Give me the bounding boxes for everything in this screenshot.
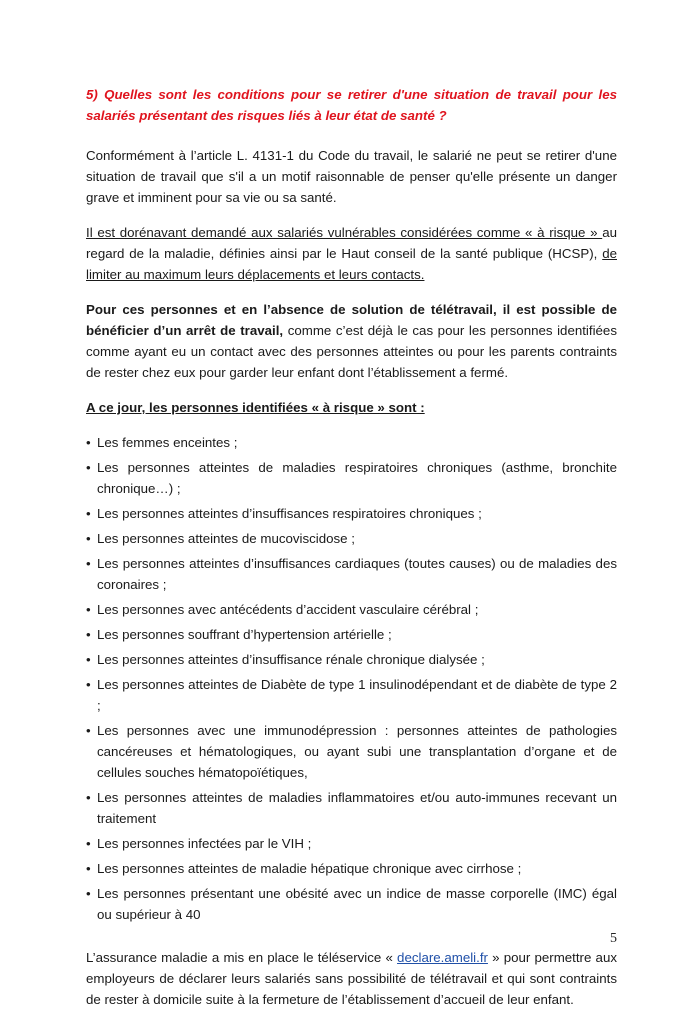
list-item-text: Les personnes avec une immunodépression : personnes atteintes de pathologies cancéreuses et hématologiques, ou ayant subi une transplantation d’organe et de cellules souches hématopoïétiques,	[97, 723, 617, 780]
list-item	[86, 858, 617, 879]
bullet-icon: •	[86, 836, 91, 851]
underlined-text: de limiter au maximum leurs déplacements et leurs contacts.	[86, 246, 617, 282]
bold-text: Pour ces personnes et en l’absence de solution de télétravail, il est possible de bénéficier d’un arrêt de travail,	[86, 302, 617, 338]
list-item-text: Les personnes atteintes d’insuffisances cardiaques (toutes causes) ou de maladies des coronaires ;	[97, 556, 617, 592]
paragraph-teleservice	[86, 947, 617, 1010]
list-item	[86, 787, 617, 829]
paragraph-article: Conformément à l’article L. 4131-1 du Code du travail, le salarié ne peut se retirer d'une situation de travail que s'il a un motif raisonnable de penser qu'elle présente un danger grave et imminent pour sa vie ou sa santé.	[86, 148, 617, 205]
list-item-text: Les femmes enceintes ;	[97, 435, 238, 450]
list-item-text: Les personnes atteintes de maladies respiratoires chroniques (asthme, bronchite chronique…) ;	[97, 460, 617, 496]
bullet-icon: •	[86, 531, 91, 546]
bullet-icon: •	[86, 506, 91, 521]
list-item-text: Les personnes atteintes de mucoviscidose ;	[97, 531, 355, 546]
list-heading: A ce jour, les personnes identifiées « à risque » sont :	[86, 400, 425, 415]
list-item-text: Les personnes atteintes de maladie hépatique chronique avec cirrhose ;	[97, 861, 522, 876]
list-item-text: Les personnes atteintes d’insuffisances respiratoires chroniques ;	[97, 506, 482, 521]
list-item-text: Les personnes atteintes d’insuffisance rénale chronique dialysée ;	[97, 652, 485, 667]
bullet-icon: •	[86, 652, 91, 667]
page-number: 5	[610, 931, 617, 946]
list-item	[86, 528, 617, 549]
list-item	[86, 833, 617, 854]
plain-text: au regard de la maladie, définies ainsi par le Haut conseil de la santé publique (HCSP),	[86, 225, 617, 261]
list-item	[86, 553, 617, 595]
bullet-icon: •	[86, 723, 91, 738]
plain-text: » pour permettre aux employeurs de déclarer leurs salariés sans possibilité de télétravail et qui sont contraints de rester à domicile suite à la fermeture de l’établissement d’accueil de leur enfant.	[86, 950, 617, 1007]
list-item	[86, 432, 617, 453]
question-heading: 5) Quelles sont les conditions pour se retirer d'une situation de travail pour les salariés présentant des risques liés à leur état de santé ?	[86, 87, 617, 123]
declare-ameli-link[interactable]: declare.ameli.fr	[397, 950, 488, 965]
plain-text: comme c’est déjà le cas pour les personnes identifiées comme ayant eu un contact avec des personnes atteintes ou pour les parents contraints de rester chez eux pour garder leur enfant dont l’établissement a fermé.	[86, 323, 617, 380]
paragraph-vulnerable	[86, 222, 617, 285]
list-item-text: Les personnes présentant une obésité avec un indice de masse corporelle (IMC) égal ou supérieur à 40	[97, 886, 617, 922]
bullet-icon: •	[86, 861, 91, 876]
list-item-text: Les personnes atteintes de maladies inflammatoires et/ou auto-immunes recevant un traitement	[97, 790, 617, 826]
document-page	[86, 84, 617, 1024]
bullet-icon: •	[86, 460, 91, 475]
list-item	[86, 649, 617, 670]
risk-list	[86, 432, 617, 925]
bullet-icon: •	[86, 602, 91, 617]
bullet-icon: •	[86, 677, 91, 692]
list-item	[86, 503, 617, 524]
bullet-icon: •	[86, 556, 91, 571]
list-item	[86, 720, 617, 783]
bullet-icon: •	[86, 790, 91, 805]
bullet-icon: •	[86, 886, 91, 901]
plain-text: L’assurance maladie a mis en place le téléservice «	[86, 950, 398, 965]
list-item-text: Les personnes infectées par le VIH ;	[97, 836, 312, 851]
list-item	[86, 883, 617, 925]
list-item	[86, 674, 617, 716]
bullet-icon: •	[86, 435, 91, 450]
list-item-text: Les personnes atteintes de Diabète de type 1 insulinodépendant et de diabète de type 2 ;	[97, 677, 617, 713]
list-item-text: Les personnes avec antécédents d’accident vasculaire cérébral ;	[97, 602, 479, 617]
paragraph-sick-leave	[86, 299, 617, 383]
bullet-icon: •	[86, 627, 91, 642]
list-item	[86, 457, 617, 499]
list-item-text: Les personnes souffrant d’hypertension artérielle ;	[97, 627, 392, 642]
list-item	[86, 624, 617, 645]
underlined-text: Il est dorénavant demandé aux salariés vulnérables considérées comme « à risque »	[86, 225, 603, 240]
list-item	[86, 599, 617, 620]
